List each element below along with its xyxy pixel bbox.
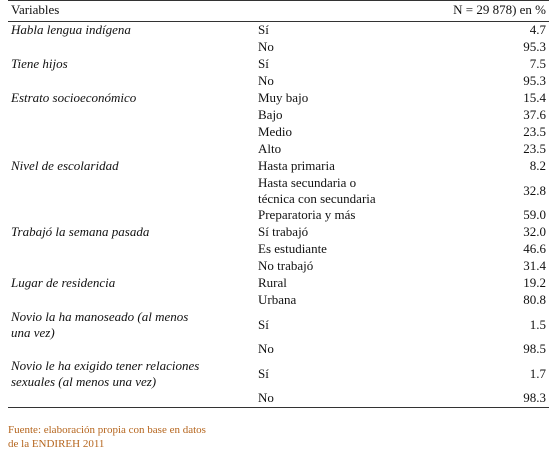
percent-value: 95.3 xyxy=(523,73,546,88)
category-label-line: Hasta secundaria o xyxy=(258,175,357,190)
category-label: No xyxy=(258,341,274,356)
category-label: Sí trabajó xyxy=(258,224,309,239)
category-label: Alto xyxy=(258,141,282,156)
table-row xyxy=(8,309,549,341)
variable-label: Nivel de escolaridad xyxy=(11,158,119,173)
category-label: No trabajó xyxy=(258,258,314,273)
category-label: Bajo xyxy=(258,107,283,122)
variable-label-line: Novio le ha exigido tener relaciones xyxy=(11,358,200,373)
variable-label xyxy=(8,309,255,341)
table-row xyxy=(8,175,549,207)
variable-label: Trabajó la semana pasada xyxy=(11,224,150,239)
percent-value: 46.6 xyxy=(523,241,546,256)
category-label: Rural xyxy=(258,275,287,290)
variable-label: Habla lengua indígena xyxy=(11,22,131,37)
percent-value: 4.7 xyxy=(529,22,546,37)
table-row xyxy=(8,241,549,258)
table-row xyxy=(8,124,549,141)
variable-label: Lugar de residencia xyxy=(11,275,116,290)
category-label-line: técnica con secundaria xyxy=(258,191,376,206)
table-row xyxy=(8,39,549,56)
percent-value: 98.3 xyxy=(415,390,549,408)
variable-label-line: una vez) xyxy=(11,325,55,340)
percent-value: 95.3 xyxy=(523,39,546,54)
percent-value: 19.2 xyxy=(523,275,546,290)
percent-value: 98.5 xyxy=(523,341,546,356)
table-row xyxy=(8,224,549,241)
table-row xyxy=(8,390,549,408)
variable-label: Estrato socioeconómico xyxy=(11,90,137,105)
variable-label: Tiene hijos xyxy=(11,56,68,71)
percent-value: 7.5 xyxy=(529,56,546,71)
table-row xyxy=(8,141,549,158)
category-label: Es estudiante xyxy=(258,241,327,256)
category-label: Sí xyxy=(258,317,269,332)
percent-value: 32.0 xyxy=(523,224,546,239)
percent-value: 1.5 xyxy=(529,317,546,332)
category-label: Sí xyxy=(258,56,269,71)
category-label: Sí xyxy=(258,366,269,381)
percent-value: 59.0 xyxy=(523,207,546,222)
table-row xyxy=(8,341,549,358)
table-row xyxy=(8,207,549,224)
table-row xyxy=(8,107,549,124)
table-row xyxy=(8,158,549,175)
percent-value: 32.8 xyxy=(523,183,546,198)
percent-value: 37.6 xyxy=(523,107,546,122)
table-header-row xyxy=(8,1,549,22)
variable-label xyxy=(8,358,255,390)
table-row xyxy=(8,22,549,40)
percent-value: 8.2 xyxy=(529,158,546,173)
category-label: Medio xyxy=(258,124,292,139)
category-label: Hasta primaria xyxy=(258,158,335,173)
category-label: No xyxy=(255,390,415,408)
table-row xyxy=(8,56,549,73)
category-label: Preparatoria y más xyxy=(258,207,356,222)
table-row xyxy=(8,90,549,107)
table-row xyxy=(8,258,549,275)
category-label: Sí xyxy=(258,22,269,37)
category-label: Urbana xyxy=(258,292,297,307)
header-variables: Variables xyxy=(8,1,255,22)
source-footnote: Fuente: elaboración propia con base en datos de la ENDIREH 2011 xyxy=(8,424,206,450)
header-category xyxy=(255,1,415,22)
category-label xyxy=(255,175,415,207)
table-row xyxy=(8,358,549,390)
percent-value: 23.5 xyxy=(523,124,546,139)
table-row xyxy=(8,275,549,292)
category-label: No xyxy=(258,73,274,88)
table-row xyxy=(8,292,549,309)
variable-label-line: Novio la ha manoseado (al menos xyxy=(11,309,189,324)
percent-value: 23.5 xyxy=(523,141,546,156)
percent-value: 80.8 xyxy=(523,292,546,307)
table-row xyxy=(8,73,549,90)
percent-value: 1.7 xyxy=(529,366,546,381)
header-n-percent: N = 29 878) en % xyxy=(415,1,549,22)
percent-value: 15.4 xyxy=(523,90,546,105)
variable-label-line: sexuales (al menos una vez) xyxy=(11,374,157,389)
category-label: No xyxy=(258,39,274,54)
data-table xyxy=(8,0,549,408)
percent-value: 31.4 xyxy=(523,258,546,273)
category-label: Muy bajo xyxy=(258,90,309,105)
